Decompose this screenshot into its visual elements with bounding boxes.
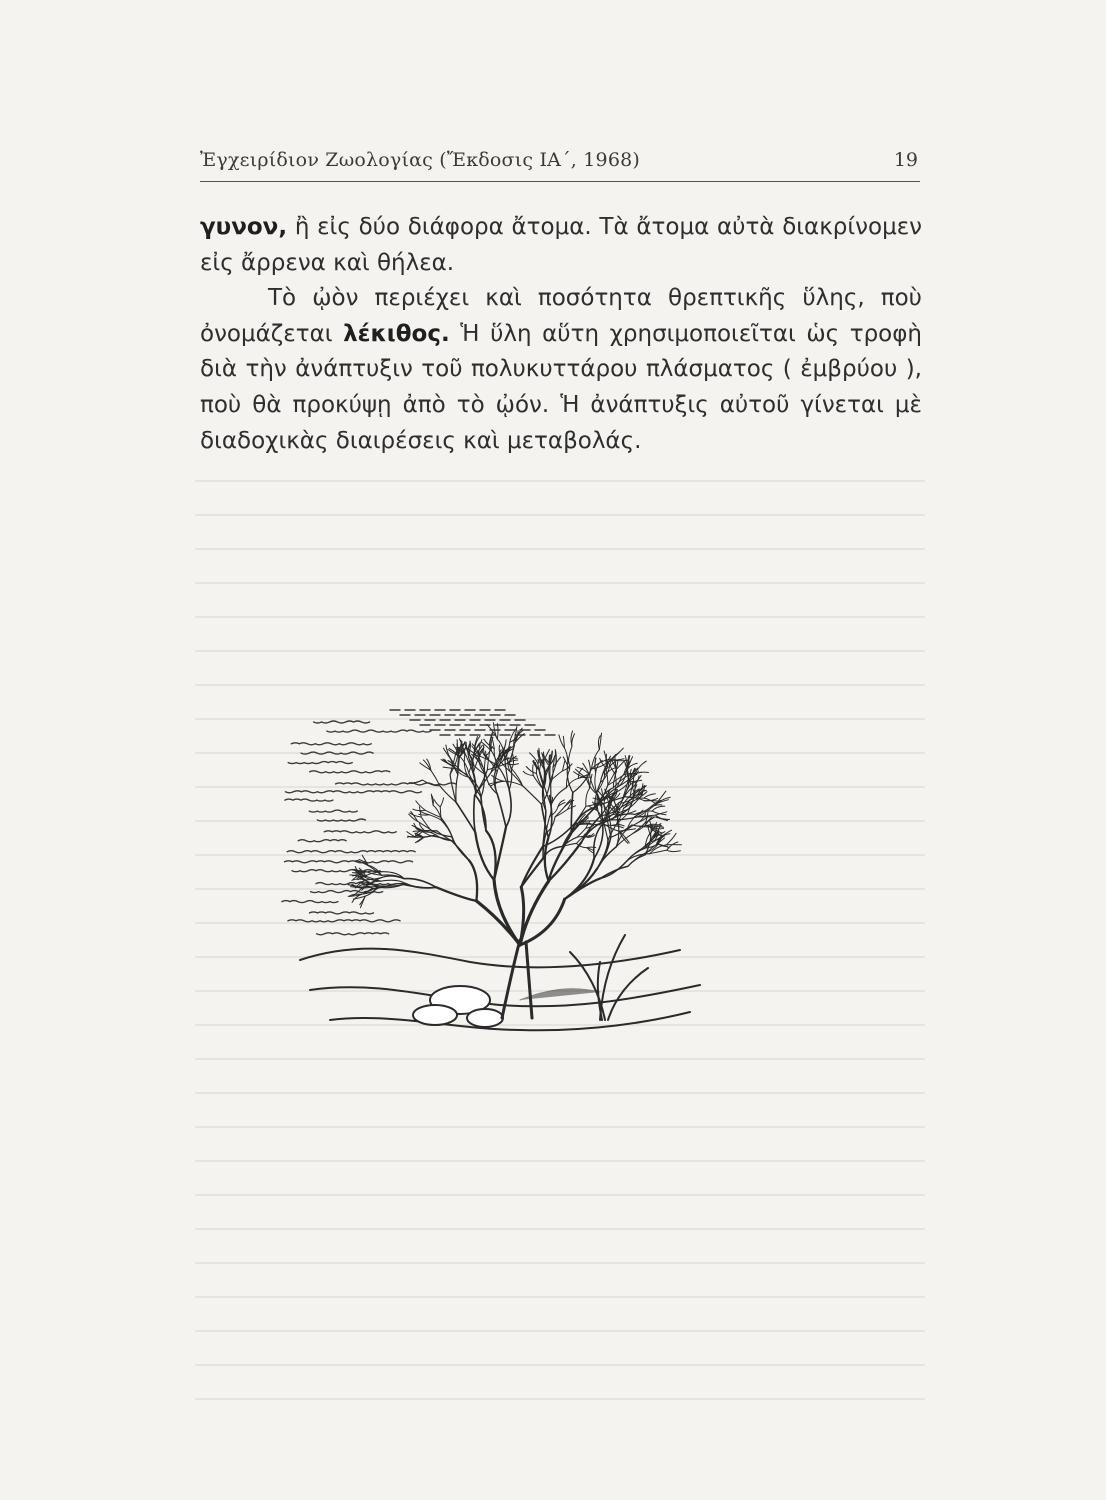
- bold-term-1: γυνον,: [200, 214, 288, 240]
- paragraph-2: [200, 281, 922, 459]
- page-number: 19: [893, 149, 918, 171]
- paragraph-1-text: ἢ εἰς δύο διάφορα ἄτομα. Τὰ ἄτομα αὐτὰ διακρίνομεν εἰς ἄρρενα καὶ θήλεα.: [200, 214, 922, 276]
- seagrass: [570, 935, 648, 1020]
- coral-branches: [348, 723, 681, 945]
- water-lines: [282, 710, 560, 935]
- running-header: [200, 145, 920, 182]
- paragraph-1: [200, 210, 922, 281]
- seabed: [300, 949, 700, 1031]
- body-text: [200, 210, 922, 459]
- bold-term-lekithos: λέκιθος.: [343, 320, 450, 347]
- running-title: Ἐγχειρίδιον Ζωολογίας (Ἔκδοσις ΙΑ΄, 1968): [200, 149, 641, 171]
- paragraph-2-start: Τὸ ᾠὸν περιέχει καὶ ποσότητα θρεπτικῆς ὕλης, ποὺ ὀνομάζεται: [200, 285, 922, 347]
- paragraph-2-text: Ἡ ὕλη αὕτη χρησιμοποιεῖται ὡς τροφὴ διὰ τὴν ἀνάπτυξιν τοῦ πολυκυττάρου πλάσματος ( ἐμβρύου ), ποὺ θὰ προκύψῃ ἀπὸ τὸ ᾠόν. Ἡ ἀνάπτυξις αὐτοῦ γίνεται μὲ διαδοχικὰς διαιρέσεις καὶ μεταβολάς.: [200, 320, 922, 454]
- coral-illustration: [270, 700, 750, 1070]
